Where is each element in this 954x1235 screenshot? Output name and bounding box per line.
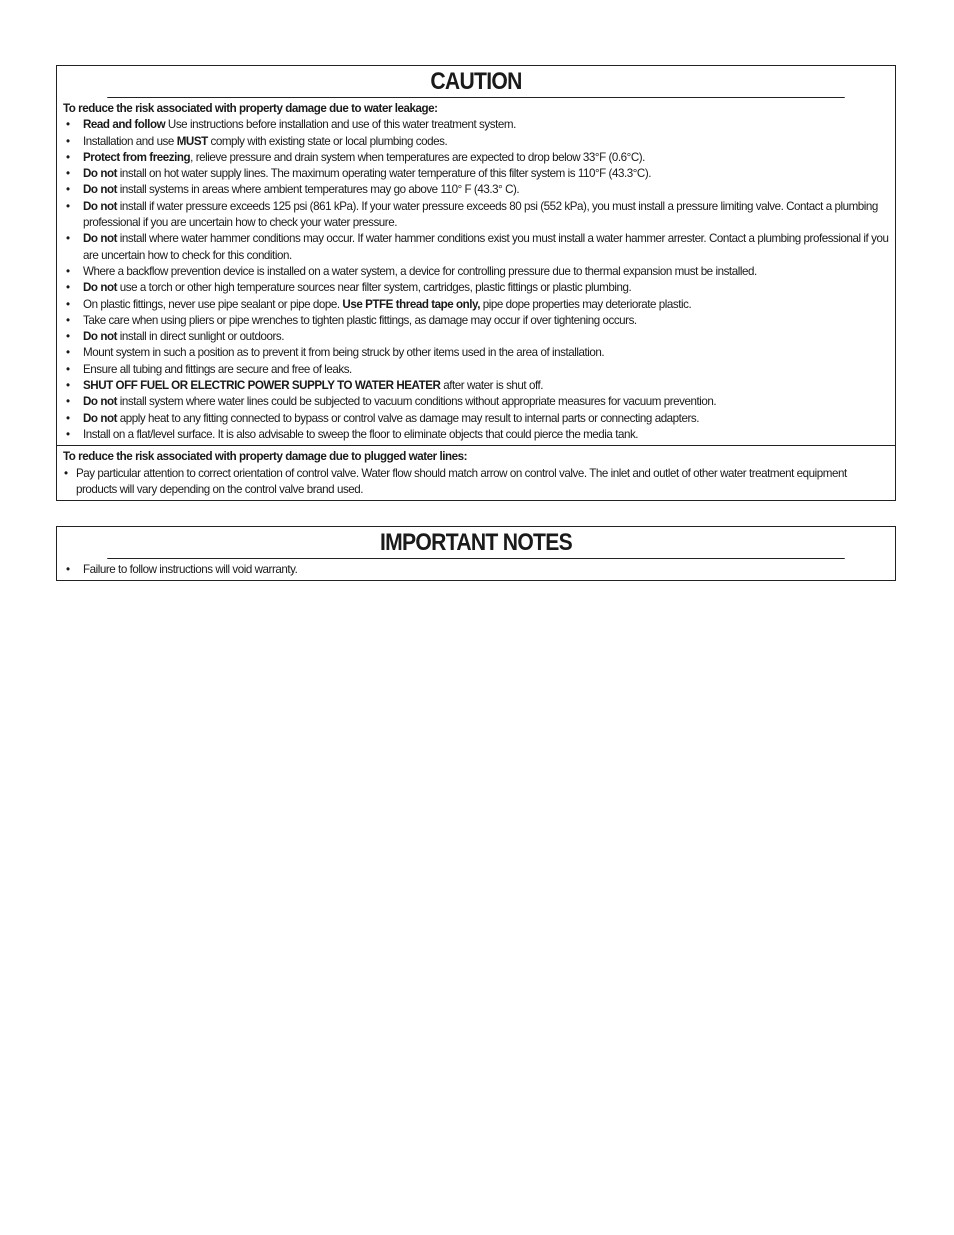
item-text: install system where water lines could be subjected to vacuum conditions without appropriate measures for vacuum prevention. bbox=[117, 395, 717, 409]
list-item bbox=[63, 345, 889, 361]
bullet-icon: • bbox=[66, 199, 70, 213]
important-notes-box bbox=[56, 526, 896, 581]
item-text: install if water pressure exceeds 125 psi (861 kPa). If your water pressure exceeds 80 psi (552 kPa), you must install a pressure limiting valve. Contact a plumbing professional if you are uncertain how to check your water pressure. bbox=[83, 199, 878, 230]
caution-box bbox=[56, 65, 896, 501]
bullet-icon: • bbox=[66, 150, 70, 164]
list-item bbox=[63, 182, 889, 198]
list-item bbox=[63, 411, 889, 427]
item-text: Take care when using pliers or pipe wrenches to tighten plastic fittings, as damage may occur if over tightening occurs. bbox=[83, 313, 637, 327]
item-text: Failure to follow instructions will void warranty. bbox=[83, 563, 298, 576]
bullet-icon: • bbox=[66, 313, 70, 327]
emphasis-text: Do not bbox=[83, 281, 118, 295]
plugged-section bbox=[57, 445, 895, 500]
item-text: use a torch or other high temperature sources near filter system, cartridges, plastic fittings or plastic plumbing. bbox=[117, 281, 632, 295]
item-text: Pay particular attention to correct orientation of control valve. Water flow should match arrow on control valve. The inlet and outlet of other water treatment equipment products will vary depending on the control valve brand used. bbox=[76, 466, 847, 496]
list-item bbox=[63, 378, 889, 394]
list-item bbox=[63, 427, 889, 443]
list-item bbox=[63, 150, 889, 166]
list-item bbox=[63, 562, 889, 578]
item-text: Where a backflow prevention device is installed on a water system, a device for controlling pressure due to thermal expansion must be installed. bbox=[83, 264, 757, 278]
item-text: On plastic fittings, never use pipe sealant or pipe dope. bbox=[83, 297, 343, 311]
item-text: install on hot water supply lines. The maximum operating water temperature of this filter system is 110°F (43.3°C). bbox=[117, 167, 652, 181]
list-item bbox=[63, 231, 889, 264]
bullet-icon: • bbox=[66, 118, 70, 132]
leakage-heading: To reduce the risk associated with property damage due to water leakage: bbox=[63, 102, 438, 115]
caution-title: CAUTION bbox=[107, 66, 844, 98]
list-item bbox=[63, 329, 889, 345]
notes-list bbox=[63, 562, 889, 578]
list-item bbox=[63, 280, 889, 296]
bullet-icon: • bbox=[66, 264, 70, 278]
leakage-section bbox=[57, 98, 895, 445]
bullet-icon: • bbox=[66, 427, 70, 441]
plugged-list bbox=[63, 466, 889, 499]
list-item bbox=[63, 117, 889, 133]
emphasis-text: Read and follow bbox=[83, 118, 166, 132]
emphasis-text: Do not bbox=[83, 330, 118, 344]
item-text: install where water hammer conditions may occur. If water hammer conditions exist you must install a water hammer arrester. Contact a plumbing professional if you are uncertain how to check for this condition. bbox=[83, 232, 889, 262]
bullet-icon: • bbox=[66, 379, 70, 393]
bullet-icon: • bbox=[66, 134, 70, 148]
plugged-heading: To reduce the risk associated with property damage due to plugged water lines: bbox=[63, 450, 468, 464]
bullet-icon: • bbox=[66, 411, 70, 425]
item-text: Ensure all tubing and fittings are secure and free of leaks. bbox=[83, 362, 352, 376]
leakage-list bbox=[63, 117, 889, 443]
item-text: install in direct sunlight or outdoors. bbox=[117, 330, 284, 344]
bullet-icon: • bbox=[66, 346, 70, 360]
item-text: Mount system in such a position as to prevent it from being struck by other items used in the area of installation. bbox=[83, 346, 605, 360]
item-text: Install on a flat/level surface. It is also advisable to sweep the floor to eliminate objects that could pierce the media tank. bbox=[83, 427, 639, 441]
emphasis-text: Do not bbox=[83, 395, 118, 409]
bullet-icon: • bbox=[66, 167, 70, 181]
item-text: pipe dope properties may deteriorate plastic. bbox=[479, 297, 692, 311]
emphasis-text: Do not bbox=[83, 199, 118, 213]
list-item bbox=[63, 362, 889, 378]
item-text: apply heat to any fitting connected to bypass or control valve as damage may result to internal parts or connecting adapters. bbox=[117, 411, 699, 425]
important-notes-title: IMPORTANT NOTES bbox=[107, 527, 844, 559]
list-item bbox=[63, 166, 889, 182]
bullet-icon: • bbox=[66, 362, 70, 376]
bullet-icon: • bbox=[66, 395, 70, 409]
emphasis-text: Do not bbox=[83, 167, 118, 181]
emphasis-text: Use PTFE thread tape only, bbox=[342, 297, 480, 311]
list-item bbox=[63, 134, 889, 150]
item-text: Use instructions before installation and use of this water treatment system. bbox=[165, 118, 516, 132]
list-item bbox=[63, 264, 889, 280]
item-text: Installation and use bbox=[83, 134, 177, 148]
list-item bbox=[63, 199, 889, 232]
item-text: , relieve pressure and drain system when temperatures are expected to drop below 33°F (0.6°C). bbox=[190, 150, 645, 164]
list-item bbox=[63, 297, 889, 313]
list-item bbox=[63, 313, 889, 329]
bullet-icon: • bbox=[66, 183, 70, 197]
emphasis-text: Protect from freezing bbox=[83, 150, 191, 164]
item-text: after water is shut off. bbox=[440, 379, 544, 393]
bullet-icon: • bbox=[66, 563, 70, 576]
emphasis-text: Do not bbox=[83, 232, 118, 246]
bullet-icon: • bbox=[66, 330, 70, 344]
notes-section bbox=[57, 559, 895, 580]
emphasis-text: Do not bbox=[83, 183, 118, 197]
item-text: comply with existing state or local plumbing codes. bbox=[207, 134, 448, 148]
bullet-icon: • bbox=[66, 297, 70, 311]
bullet-icon: • bbox=[64, 466, 68, 480]
bullet-icon: • bbox=[66, 281, 70, 295]
emphasis-text: Do not bbox=[83, 411, 118, 425]
list-item bbox=[63, 394, 889, 410]
emphasis-text: MUST bbox=[176, 134, 208, 148]
emphasis-text: SHUT OFF FUEL OR ELECTRIC POWER SUPPLY TO WATER HEATER bbox=[83, 379, 441, 393]
bullet-icon: • bbox=[66, 232, 70, 246]
list-item bbox=[63, 466, 889, 499]
item-text: install systems in areas where ambient temperatures may go above 110° F (43.3° C). bbox=[117, 183, 520, 197]
